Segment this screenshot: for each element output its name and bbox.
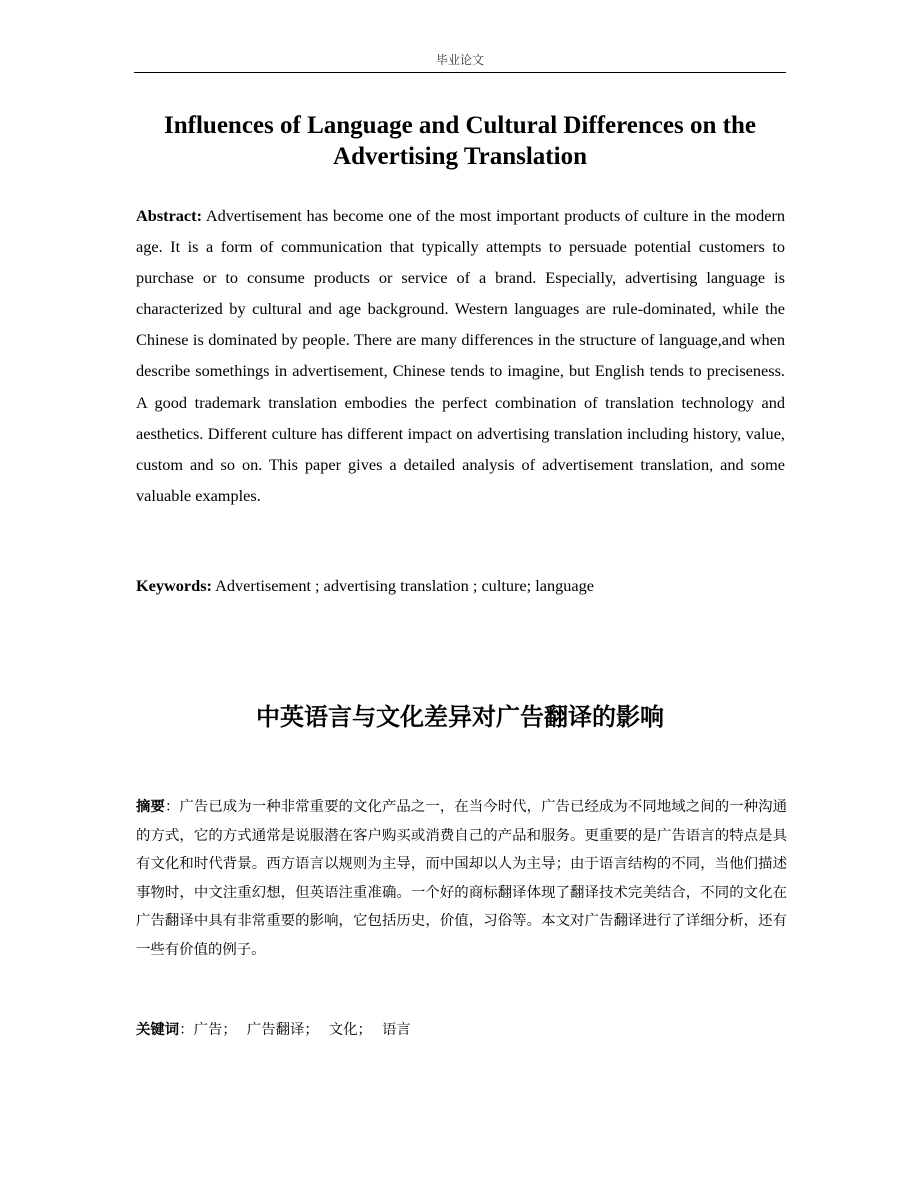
chinese-abstract — [136, 793, 787, 965]
chinese-keyword-item: 语言 — [381, 1022, 411, 1038]
chinese-abstract-text: 广告已成为一种非常重要的文化产品之一，在当今时代，广告已经成为不同地域之间的一种沟通的方式，它的方式通常是说服潜在客户购买或消费自己的产品和服务。更重要的是广告语言的特点是具有文化和时代背景。西方语言以规则为主导，而中国却以人为主导；由于语言结构的不同，当他们描述事物时，中文注重幻想，但英语注重准确。一个好的商标翻译体现了翻译技术完美结合，不同的文化在广告翻译中具有非常重要的影响，它包括历史，价值，习俗等。本文对广告翻译进行了详细分析，还有一些有价值的例子。 — [136, 799, 787, 958]
english-abstract — [136, 200, 785, 511]
english-abstract-label: Abstract: — [136, 206, 203, 225]
chinese-title: 中英语言与文化差异对广告翻译的影响 — [256, 703, 664, 731]
chinese-keywords-colon: ： — [179, 1022, 194, 1038]
chinese-keyword-item: 广告； — [193, 1022, 237, 1038]
english-title: Influences of Language and Cultural Differences on the Advertising Translation — [164, 112, 756, 170]
running-header: 毕业论文 — [435, 53, 484, 67]
english-abstract-text: Advertisement has become one of the most important products of culture in the modern age. It is a form of communication that typically attempts to persuade potential customers to purchase or to consume products or service of a brand. Especially, advertising language is characterized by cultural and age background. Western languages are rule-dominated, while the Chinese is dominated by people. There are many differences in the structure of language,and when describe somethings in advertisement, Chinese tends to imagine, but English tends to preciseness. A good trademark translation embodies the perfect combination of translation technology and aesthetics. Different culture has different impact on advertising translation including history, value, custom and so on. This paper gives a detailed analysis of advertisement translation, and some valuable examples. — [136, 206, 786, 505]
english-keywords-text: Advertisement ; advertising translation ; culture; language — [215, 576, 595, 595]
header-rule — [134, 72, 786, 73]
chinese-keywords-label: 关键词 — [136, 1022, 180, 1038]
english-keywords-label: Keywords: — [136, 576, 212, 595]
chinese-keywords — [136, 1016, 787, 1044]
chinese-keyword-item: 文化； — [328, 1022, 372, 1038]
english-keywords — [136, 574, 785, 598]
chinese-keyword-item: 广告翻译； — [246, 1022, 319, 1038]
chinese-abstract-colon: ： — [164, 799, 180, 815]
chinese-abstract-label: 摘要 — [136, 799, 165, 815]
